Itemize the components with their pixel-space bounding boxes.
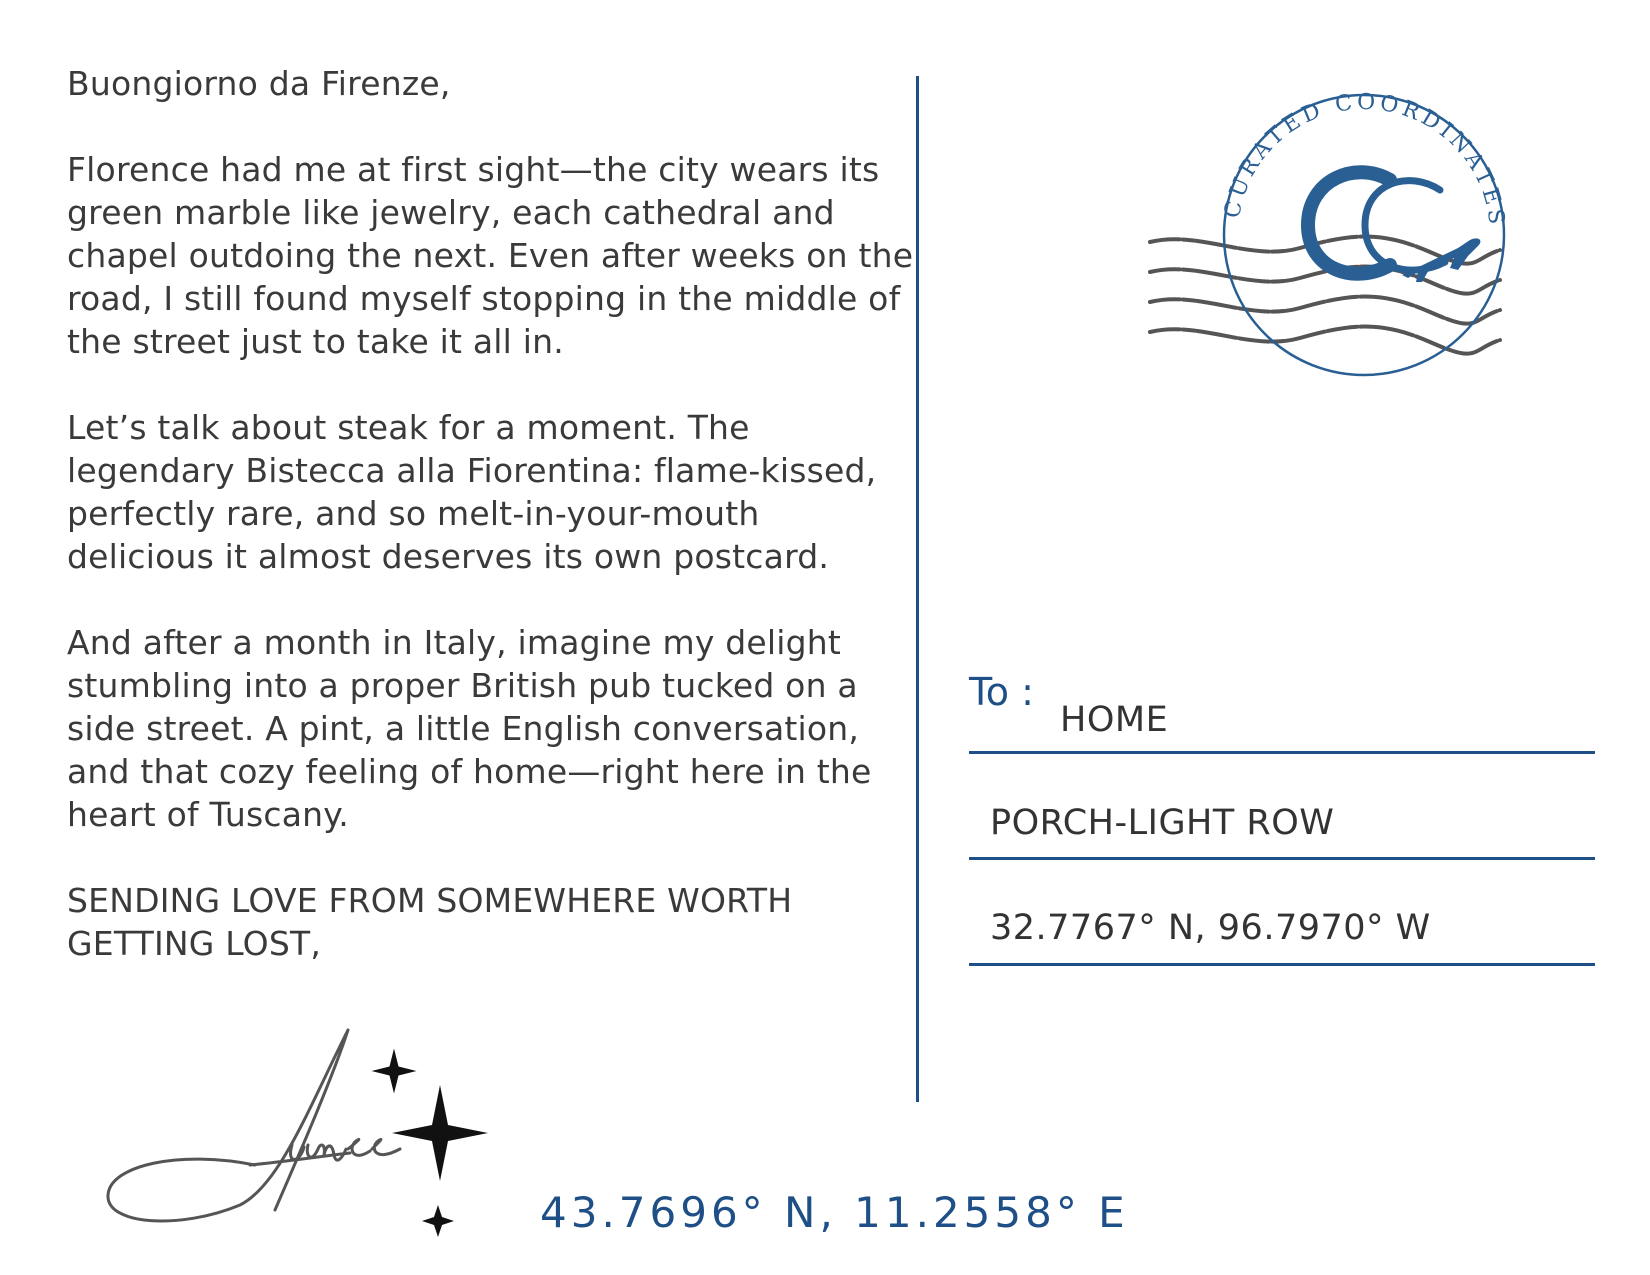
- sparkle-icon: [372, 1049, 489, 1238]
- address-line-3: 32.7767° N, 96.7970° W: [990, 908, 1431, 948]
- stamp-text: CURATED COORDINATES: [1219, 89, 1510, 230]
- postmark-stamp: [1140, 70, 1590, 390]
- greeting: Buongiorno da Firenze,: [67, 64, 451, 103]
- center-divider: [916, 76, 919, 1102]
- address-line-1: HOME: [1060, 700, 1169, 740]
- address-rule-1: [969, 751, 1595, 754]
- paragraph-1: Florence had me at first sight—the city wears its green marble like jewelry, each cathedral and chapel outdoing the next. Even after weeks on the road, I still found myself stopping in the middle of the street just to take it all in.: [67, 150, 914, 361]
- paragraph-2: Let’s talk about steak for a moment. The legendary Bistecca alla Fiorentina: flame-kissed, perfectly rare, and so melt-in-your-mouth delicious it almost deserves its own postcard.: [67, 408, 877, 576]
- address-rule-2: [969, 857, 1595, 860]
- to-label: To :: [969, 670, 1034, 714]
- signature: [100, 1025, 520, 1245]
- signoff: SENDING LOVE FROM SOMEWHERE WORTH GETTING LOST,: [67, 881, 793, 963]
- message-body: [67, 62, 917, 965]
- address-rule-3: [969, 963, 1595, 966]
- paragraph-3: And after a month in Italy, imagine my delight stumbling into a proper British pub tucked on a side street. A pint, a little English conversation, and that cozy feeling of home—right here in the heart of Tuscany.: [67, 623, 872, 834]
- address-line-2: PORCH-LIGHT ROW: [990, 803, 1335, 843]
- cc-monogram: [1308, 172, 1445, 273]
- origin-coordinates: 43.7696° N, 11.2558° E: [540, 1188, 1129, 1237]
